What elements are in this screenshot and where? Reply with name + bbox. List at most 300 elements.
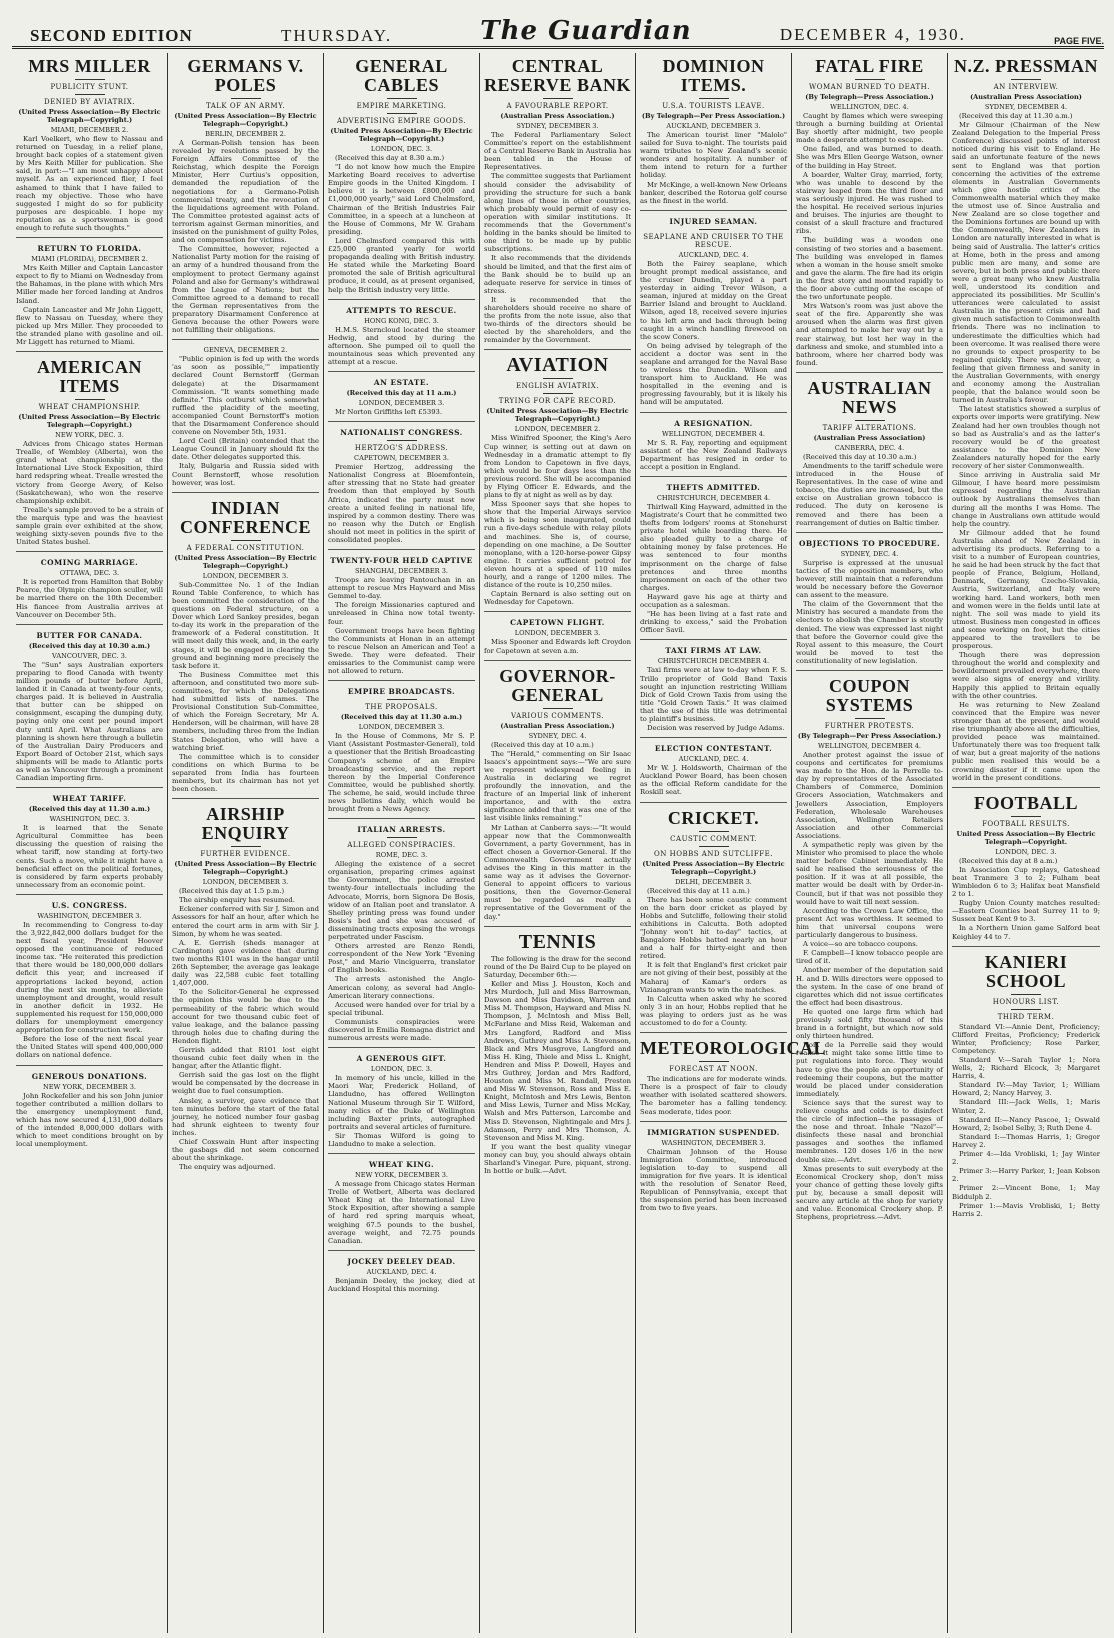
divider xyxy=(543,378,573,379)
paragraph: In recommending to Congress to-day the 3,922,842,000 dollars budget for the next fiscal year, President Hoover opposed the continuance of reduced income tax. "He reiterated this prediction that there would be 180,000,000 dollars deficit this year, and increased if appropriations lacked beyond, action during the next six months, to alleviate unemployment and drought, would result in another deficit in 1932. He supplemented his request for 150,000,000 dollars for unemployment emergency appropriation for construction work. xyxy=(16,920,163,1035)
article-deck: ON HOBBS AND SUTCLIFFE. xyxy=(654,849,773,858)
paragraph: The American tourist liner "Malolo" sailed for Suva to-night. The tourists paid warm tributes to New Zealand's scenic wonders and hospitality. A number of them intend to return for a further holiday. xyxy=(640,131,787,180)
paragraph: Others arrested are Renzo Rendi, correspondent of the New York "Evening Post," and Mario Vinciguerra, translator of English books. xyxy=(328,942,475,975)
article xyxy=(640,809,787,1034)
paragraph: (Received this day at 11.30 a.m.) xyxy=(959,112,1073,120)
press-credit: (By Telegraph—Per Press Association.) xyxy=(797,731,942,740)
article xyxy=(172,499,319,799)
press-credit: (By Telegraph—Per Press Association.) xyxy=(641,112,786,120)
paragraph: A. E. Gerrish (sheds manager at Cardington) gave evidence that during two months R101 was in the hangar until 26th September, the average gas leakage daily was 22,588 cubic feet totalling 1,407,000. xyxy=(172,938,319,988)
article-deck: ENGLISH AVIATRIX. xyxy=(516,382,599,391)
paragraph: Standard V:—Sarah Taylor 1; Nora Wells, 2; Richard Elcock, 3; Margaret Harris, 4. xyxy=(952,1056,1100,1081)
article-body xyxy=(796,559,943,665)
article-body xyxy=(640,439,787,471)
paragraph: The "Sun" says Australian exporters preparing to flood Canada with twenty million pounds of butter before April, landed it in Canada at twenty-four cents, charges paid. It is believed in Australia that butter can be shipped on consignment, escaping the dumping duty, paying only one cent per pound import duty until April. What Australians are planning is shown here through a bulletin of the Australian Dairy Producers and Export Board of October 21st, which says shipments will be made to Atlantic ports as well as Vancouver through a prominent Canadian importing firm. xyxy=(16,660,163,783)
press-credit: (Received this day at 10.30 a.m.) xyxy=(28,641,151,650)
paragraph: To the Solicitor-General he expressed the opinion this would be due to the permeability of the fabric which would account for two thousand cubic feet of value leakage, and the balance passing through holes due to chafing during the Hendon flight. xyxy=(172,988,319,1045)
paragraph: Another protest against the issue of coupons and certificates for premiums was made to the Hon. de la Perrelle to-day by representatives of the Associated Chambers of Commerce, Dominion Grocers Association, Watchmakers and Jewellers Association, Employers Federation, Wholesale Warehouses Association, Wellington Retailers Association and other Commercial Associations. xyxy=(796,750,943,840)
dateline: SYDNEY, DECEMBER 3. xyxy=(516,122,599,130)
paragraph: Before the lose of the next fiscal year the United States will spend 400,000,000 dollars on national defence. xyxy=(16,1035,163,1060)
article-heading: MRS MILLER xyxy=(28,56,151,76)
article-subheading: COMING MARRIAGE. xyxy=(40,558,139,568)
article-subheading: ITALIAN ARRESTS. xyxy=(357,825,446,835)
paragraph: Eckener conferred with Sir J. Simon and Assessors for half an hour, after which he entered the court arm in arm with Sir J. Simon, by whom he was seated. xyxy=(172,905,319,938)
dateline: SHANGHAI, DECEMBER 3. xyxy=(354,567,449,576)
paragraph: Government troops have been fighting the Communists at Honan in an attempt to rescue Nelson an American and Teo! a Swede. They were defeated. Their emissaries to the Communist camp were not allowed to return. xyxy=(328,626,475,676)
article-subheading: THEFTS ADMITTED. xyxy=(666,482,761,492)
paragraph: The claim of the Government that the Ministry has secured a mandate from the electors to abolish the Chamber is stoutly denied. The view was expressed last night that before the Governor could give the Royal assent to this measure, the Court would be moved to test the constitutionality of new legislation. xyxy=(796,600,943,665)
article-body xyxy=(640,503,787,635)
dateline: WASHINGTON, DECEMBER 3. xyxy=(661,1138,766,1147)
article xyxy=(16,558,163,624)
paragraph: "He has been living at a fast rate and drinking to excess," said the Probation Officer Savil. xyxy=(640,610,787,635)
paragraph: F. Campbell—I know tobacco people are tired of it. xyxy=(796,949,943,966)
paragraph: Keller and Miss J. Houston, Koch and Mrs Murdoch, Jull and Miss Barrowman, Dawson and Miss Davidson, Warren and Miss M. Thompson, Hayward and Miss N. Thompson, J. McIntosh and Miss Bell, McFarlane and Miss Reid, Wakeman and Mrs Langford, Radford and Miss Andrews, Guthrey and Miss A. Stevenson, Black and Mrs Musgrove, Langford and Miss H. King, Thiele and Miss L. Knight, Hendren and Miss P. Dowell, Hayes and Mrs Guthrey, Jordan and Mrs Radford, Houston and Miss M. Randall, Preston and Miss W. Stevenson, Ross and Miss E. Knight, McIntosh and Mrs Lewis, Benton and Miss Lewis, Turner and Miss McKay, Walsh and Mrs Patterson, Larcombe and Miss D. Stevenson, Nightingale and Mrs J. Adamson, Perry and Mrs Thomson, A. Stevenson and Miss M. King. xyxy=(484,979,631,1142)
paragraph: Caught by flames which were sweeping through a burning building at Oriental Bay shortly after midnight, two people made a desperate attempt to escape. xyxy=(796,112,943,145)
article xyxy=(328,378,475,422)
article-subheading: IMMIGRATION SUSPENDED. xyxy=(647,1127,780,1137)
paragraph: Science says that the surest way to relieve coughs and colds is to disinfect the circle of infection—the passages of the nose and throat. Inhale "Nazol"—disinfects these nasal and bronchial passages and soothes the inflamed membranes. 120 doses 1/6 in the new double size.—Advt. xyxy=(796,1098,943,1164)
paragraph: Alleging the existence of a secret organisation, preparing crimes against the Government, the police arrested twenty-four intellectuals including the Advocate, Morris, born Signora De Bosis, widow of an Italian poet and translator. A Shelley printing press was found under Bosis's bed and she was accused of disseminating tracts exposing the wrongs perpetrated under Fascism. xyxy=(328,860,475,941)
article-subheading: INJURED SEAMAN. xyxy=(669,216,758,226)
paragraph: A voice—so are tobacco coupons. xyxy=(803,940,918,949)
article-deck: FURTHER EVIDENCE. xyxy=(200,850,291,859)
article-subheading: JOCKEY DEELEY DEAD. xyxy=(347,1256,456,1266)
article-deck: AN INTERVIEW. xyxy=(993,83,1059,91)
article-subheading: TAXI FIRMS AT LAW. xyxy=(665,646,762,656)
dateline: WASHINGTON, DEC. 3. xyxy=(49,815,130,824)
article-subheading: GENEROUS DONATIONS. xyxy=(31,1071,148,1081)
paragraph: Trealle's sample proved to be a strain of the marquis type and was the heaviest sample grain ever exhibited at the show, weighing sixty-seven pounds five to the United States bushel. xyxy=(16,505,163,547)
article-heading: AVIATION xyxy=(506,354,609,377)
paragraph: The building was a wooden one consisting of two stories and a basement. The building was enveloped in flames when a woman in the house smelt smoke and gave the alarm. The fire had its origin in the first story and mounted rapidly to the floor above cutting off the escape of the two unfortunate people. xyxy=(796,236,943,302)
dateline: LONDON, DECEMBER 3. xyxy=(358,399,445,408)
paragraph: John Rockefeller and his son John junior together contributed a million dollars to the emergency unemployment fund, which has now secured 4,131,000 dollars of the intended 8,000,000 dollars with which to meet conditions brought on by local unemployment. xyxy=(16,1091,163,1149)
article xyxy=(952,57,1100,788)
article-subheading: RETURN TO FLORIDA. xyxy=(37,244,142,254)
article-deck: VARIOUS COMMENTS. xyxy=(511,711,604,720)
press-credit: (United Press Association—By Electric Telegraph—Copyright.) xyxy=(174,860,317,877)
paragraph: In memory of his uncle, killed in the Maori War, Frederick Holland, of Llandudno, has offered Wellington National Museum through Sir T. Wilford, many relics of the Duke of Wellington including Baxter prints, autographed portraits and several articles of furniture. xyxy=(328,1074,475,1131)
divider xyxy=(75,79,105,80)
paragraph: Ansley, a survivor, gave evidence that ten minutes before the start of the fatal journey, he noticed number four gasbag had shrunk eighteen to twenty four inches. xyxy=(172,1096,319,1137)
paragraph: The committee suggests that Parliament should consider the advisability of providing the structure for such a bank along lines of those in other countries, which probably would permit of easy co-operation with similar institutions. It recommends that the Government's holding in the banks should be limited to one third to be made up by public subscriptions. xyxy=(484,172,631,254)
article xyxy=(796,57,943,373)
article-body xyxy=(328,463,475,544)
article-body xyxy=(328,1074,475,1148)
article xyxy=(16,358,163,552)
paragraph: Miss Winifred Spooner, the King's Aero Cup winner, is setting out at dawn on Wednesday in a dramatic attempt to fly from London to Capetown in five days, which would be four days less than the previous record. She will be accompanied by Flying Officer E. Edwards, and the plans to fly at night as well as by day. xyxy=(484,434,631,500)
paragraph: "I do not know how much the Empire Marketing Board receives to advertise Empire goods in the United Kingdom. I believe it is between £800,000 and £1,000,000 yearly," said Lord Chelmsford, Chairman of the British Industries Fair Committee, in a speech at a luncheon at the House of Commons, Mr W. Graham presiding. xyxy=(328,163,475,236)
dateline: CAPETOWN, DECEMBER 3. xyxy=(354,454,449,463)
dateline: LONDON, DECEMBER 3. xyxy=(514,629,601,638)
paragraph: Lord Cecil (Britain) contended that the League Council in January should fix the date. Other delegates supported this. xyxy=(172,437,319,462)
divider xyxy=(855,718,885,719)
article-body xyxy=(328,408,475,416)
article-body xyxy=(16,440,163,546)
dateline: SYDNEY, DEC. 4. xyxy=(840,549,899,558)
article-heading: INDIAN CONFERENCE xyxy=(179,497,311,537)
dateline: GENEVA, DECEMBER 2. xyxy=(203,346,288,355)
article-body xyxy=(640,887,787,1028)
article-heading: CRICKET. xyxy=(667,807,760,828)
dateline: LONDON, DECEMBER 2. xyxy=(514,425,601,434)
paragraph: Amendments to the tariff schedule were introduced in the House of Representatives. In the case of wine and tobacco, the duties are increased, but the excise on Australian grown tobacco is reduced. The duty on kerosene is removed and there has been a rearrangement of duties on Baltic timber. xyxy=(796,462,943,527)
article-deck: EMPIRE MARKETING. xyxy=(356,102,447,110)
article-heading: AUSTRALIAN NEWS xyxy=(807,377,932,417)
article-body xyxy=(952,112,1100,782)
article-subheading: U.S. CONGRESS. xyxy=(51,900,128,910)
paragraph: In a Northern Union game Salford beat Keighley 44 to 7. xyxy=(952,924,1100,941)
article xyxy=(16,631,163,788)
article-body xyxy=(172,581,319,793)
article-deck: DENIED BY AVIATRIX. xyxy=(43,98,136,106)
article xyxy=(640,1038,827,1121)
article xyxy=(328,825,475,1048)
article-deck: TARIFF ALTERATIONS. xyxy=(822,423,917,432)
divider xyxy=(387,98,417,99)
paragraph: The foreign Missionaries captured and unreleased in China now total twenty-four. xyxy=(328,601,475,626)
article-heading: DOMINION ITEMS. xyxy=(662,56,765,95)
divider xyxy=(387,440,417,441)
paragraph: Xmas presents to suit everybody at the Economical Crockery shop, don't miss your chance of getting these lovely gifts put by, because a small deposit will secure any article at the shop for variety and value. Economical Crockery shop. P. Stephens, proprietress.—Advt. xyxy=(796,1164,943,1222)
article xyxy=(952,794,1100,947)
paragraph: (Received this day at 8.30 a.m.) xyxy=(335,154,445,162)
paragraph: A message from Chicago states Herman Trelle of Wetbert, Alberta was declared Wheat King at the International Live Stock Exposition, after showing a sample of hard red spring marquis wheat, weighing 67.5 pounds to the bushel, average weight, and 72.75 pounds Canadian. xyxy=(328,1180,475,1245)
article-body xyxy=(484,131,631,344)
article-heading: GENERAL CABLES xyxy=(355,56,448,95)
article xyxy=(796,677,943,1226)
article-subheading: A RESIGNATION. xyxy=(674,418,753,428)
article-heading: FOOTBALL xyxy=(973,792,1079,813)
paragraph: A German-Polish tension has been revealed by resolutions passed by the Foreign Affairs Committee of the Reichstag, which despite the Foreign Minister, Herr Curtius's opposition, demanded the repudiation of the negotiations for a Germano-Polish commercial treaty, and the revocation of the liquidations agreement with Poland. The Committee protested against acts of terrorism against German minorities, and insisted on the punishment of guilty Poles, and on compensation for victims. xyxy=(172,139,319,245)
paragraph: A sympathetic reply was given by the Minister who promised to place the whole matter before Cabinet immediately. He said he realised the seriousness of the position. If it was at all possible, the matter would be dealt with by Order-in-Council, but if that was not possible they would have to wait till next session. xyxy=(796,841,943,906)
article xyxy=(172,346,319,493)
article-subheading: WHEAT KING. xyxy=(368,1160,435,1170)
newspaper-title: The Guardian xyxy=(480,16,692,46)
article-body xyxy=(484,955,631,1176)
dateline: AUCKLAND, DEC. 4. xyxy=(366,1267,437,1276)
paragraph: Standard III:—Jack Wells, 1; Maris Winter, 2. xyxy=(952,1098,1100,1115)
article-body xyxy=(952,857,1100,941)
divider xyxy=(855,420,885,421)
article-subheading: AN ESTATE. xyxy=(373,378,430,388)
dateline: MIAMI (FLORIDA), DECEMBER 2. xyxy=(31,255,148,264)
paragraph: The "Herald," commenting on Sir Isaac Isaacs's appointment says:—"We are sure we represent widespread feeling in Australia in declaring we regret profoundly the innovation, and the fracture of an Imperial link of inherent importance, and with the extra significance added that it was one of the last visible links remaining." xyxy=(484,749,631,823)
article-body xyxy=(952,1023,1100,1218)
article-heading: GERMANS V. POLES xyxy=(187,56,304,95)
press-credit: (United Press Association—By Electric Telegraph—Copyright.) xyxy=(642,859,785,876)
article-body xyxy=(172,355,319,487)
dateline: DELHI, DECEMBER 3. xyxy=(675,877,752,886)
paragraph: Gerrish added that R101 lost eight thousand cubic feet daily when in the hangar, after the Atlantic flight. xyxy=(172,1045,319,1071)
press-credit: (United Press Association—By Electric Telegraph—Copyright.) xyxy=(18,108,161,124)
article-body xyxy=(328,860,475,1042)
article-body xyxy=(328,154,475,294)
divider xyxy=(1011,1009,1041,1010)
divider xyxy=(543,98,573,99)
paragraph: (Received this day at 8 a.m.) xyxy=(959,856,1058,865)
dateline: BERLIN, DECEMBER 2. xyxy=(205,130,286,138)
paragraph: He was returning to New Zealand convinced that the Empire was never stronger than at the present, and would rise triumphantly above all the difficulties, provided peace was maintained. Unfortunately there was too frequent talk of war, but a great majority of the nations public men realised this would be a crowning disaster if it came upon the world in the present conditions. xyxy=(952,700,1100,782)
paragraph: The Business Committee met this afternoon, and constituted two more sub-committees, for which the Delegations had submitted lists of names. The Provisional Constitution Sub-Committee, of which the Foreign Secretary, Mr A. Henderson, will be chairman, will have 28 members, including three from the Indian States Delegation, who will have a watching brief. xyxy=(172,670,319,752)
page-number: PAGE FIVE. xyxy=(1054,36,1104,46)
paragraph: (Received this day at 10 a.m.) xyxy=(491,740,594,749)
article-deck: HERTZOG'S ADDRESS. xyxy=(354,444,449,453)
paragraph: Hayward gave his age at thirty and occupation as a salesman. xyxy=(640,592,787,610)
paragraph: One failed, and was burned to death. She was Mrs Ellen George Watson, owner of the building in Hay Street. xyxy=(796,145,943,170)
paragraph: Gerrish said the gas lost on the flight would be compensated by the decrease in weight due to fuel consumption. xyxy=(172,1071,319,1096)
divider xyxy=(231,98,261,99)
dateline: CHRISTCHURCH DECEMBER 4. xyxy=(657,657,770,666)
article-deck: FORECAST AT NOON. xyxy=(669,1065,758,1074)
press-credit: (United Press Association—By Electric Telegraph—Copyright.) xyxy=(486,407,629,424)
paragraph: Primer 3:—Harry Parker, 1; Jean Kobson 2. xyxy=(952,1167,1100,1184)
paragraph: Captain Lancaster and Mr John Liggett, flew to Nassau on Tuesday, where they picked up Mrs Miller. They proceeded to the stranded plane with gasoline and oil. Mr Liggett has returned to Miami. xyxy=(16,305,163,346)
article xyxy=(16,244,163,352)
paragraph: Both the Fairey seaplane, which brought prompt medical assistance, and the cruiser Dunedin, played a part yesterday in aiding Trevor Wilson, a seaman, injured at midday on the Great Barrier Island and brought to Auckland. Wilson, aged 18, received severe injuries to his left arm and back through being caught in a winch handling firewood on the scow Coners. xyxy=(640,259,787,341)
article-heading: METEOROLOGICAL xyxy=(640,1038,827,1059)
paragraph: Primer 4:—Ida Vrobliski, 1; Jay Winter 2. xyxy=(952,1150,1100,1167)
divider xyxy=(1011,816,1041,817)
article-body xyxy=(484,638,631,654)
dateline: LONDON, DECEMBER 3. xyxy=(358,723,445,732)
paragraph: Standard II:—Nancy Pascoe, 1; Oswald Howard, 2; Isobel Selby, 3; Ruth Dene 4. xyxy=(952,1115,1100,1132)
article-body xyxy=(640,260,787,407)
paragraph: Taxi firms were at law to-day when F. S. Trillo proprietor of Gold Band Taxis sought an injunction restricting William Dick of Gold Crown Taxis from using the title "Gold Crown Taxis." It was claimed that the use of this title was detrimental to plaintiff's business. xyxy=(640,666,787,723)
dateline: SYDNEY, DECEMBER 4. xyxy=(984,103,1068,111)
paragraph: The airship enquiry has resumed. xyxy=(179,896,295,905)
article xyxy=(328,57,475,300)
dateline: NEW YORK, DECEMBER 3. xyxy=(354,1171,449,1180)
article xyxy=(640,217,787,413)
columns-container xyxy=(12,53,1104,1633)
paragraph: Hon. de la Perrelle said they would realise it might take some little time to put regulations into force. They would have to give the people an opportunity of redeeming their coupons, but the matter would be placed under consideration immediately. xyxy=(796,1041,943,1098)
dateline: WELLINGTON, DECEMBER 4. xyxy=(661,429,766,438)
column-6 xyxy=(792,53,948,1633)
dateline: LONDON, DECEMBER 3. xyxy=(202,571,289,580)
paragraph: It is felt that England's first cricket pair are not giving of their best, possibly at the Maharaj of Kamar's orders as Vizianagram wants to win the matches. xyxy=(640,961,787,994)
article-deck: HONOURS LIST. xyxy=(992,997,1060,1006)
dateline: AUCKLAND, DEC. 4. xyxy=(678,250,749,259)
divider xyxy=(543,393,573,394)
divider xyxy=(699,846,729,847)
paragraph: The Federal Parliamentary Select Committee's report on the establishment of a Central Reserve Bank in Australia has been tabled in the House of Representatives. xyxy=(484,131,631,172)
article-body xyxy=(16,1092,163,1149)
article-subheading: NATIONALIST CONGRESS. xyxy=(340,428,463,438)
paragraph: Benjamin Deeley, the jockey, died at Auckland Hospital this morning. xyxy=(328,1276,475,1293)
edition-label: SECOND EDITION xyxy=(30,26,193,45)
press-credit: (Received this day at 11 a.m.) xyxy=(346,389,457,398)
paragraph: Standard I:—Thomas Harris, 1; Gregor Harvey 2. xyxy=(952,1132,1100,1149)
article-body xyxy=(328,326,475,366)
article-body xyxy=(328,576,475,675)
paragraph: He quoted one large firm which had previously sold fifty thousand of this brand in a fortnight, but which now sold only thirteen hundred. xyxy=(796,1007,943,1041)
article-deck: THE PROPOSALS. xyxy=(365,703,438,712)
paragraph: Primer 1:—Mavis Vrobliski, 1; Betty Harris 2. xyxy=(952,1201,1100,1218)
press-credit: (United Press Association—By Electric Telegraph—Copyright.) xyxy=(330,127,473,143)
article-deck: A FEDERAL CONSTITUTION. xyxy=(186,543,305,552)
article-body xyxy=(640,764,787,796)
article xyxy=(952,953,1100,1223)
article xyxy=(640,419,787,477)
press-credit: (Received this day at 11.30 a.m.) xyxy=(28,805,151,814)
article-body xyxy=(640,1075,787,1115)
dateline: LONDON, DEC. 3. xyxy=(370,145,433,153)
paragraph: Mr Lathan at Canberra says:—"It would appear now that the Commonwealth Government, a party Government, has in effect chosen a Governor-General. If the Commonwealth Government actually advises the King in this matter in the same way as it advises the Governor-General to appoint officers to various positions, then the Governor-General must be regarded as really a representative of the Government of the day." xyxy=(484,823,631,921)
paragraph: Italy, Bulgaria and Russia sided with Count Bernstorff, whose resolution however, was lost. xyxy=(172,462,319,487)
article-subheading: EMPIRE BROADCASTS. xyxy=(347,687,456,697)
press-credit: (Australian Press Association.) xyxy=(500,721,615,730)
paragraph: On being advised by telegraph of the accident a doctor was sent in the seaplane and arranged for the Naval Base to wireless the Dunedin. Wilson and transport him to Auckland. He was hospitalled in the evening and is progressing favourably, but it is likely his hand will be amputated. xyxy=(640,341,787,407)
press-credit: (United Press Association—By Electric Telegraph—Copyright.) xyxy=(174,112,317,128)
dateline: LONDON, DEC. 3. xyxy=(995,847,1057,856)
article-deck: THIRD TERM. xyxy=(997,1012,1055,1021)
article-deck: FURTHER PROTESTS. xyxy=(824,721,915,730)
paragraph: (Received this day at 10.30 a.m.) xyxy=(803,452,917,461)
article xyxy=(16,794,163,895)
column-7 xyxy=(948,53,1104,1633)
article-body xyxy=(484,434,631,606)
article xyxy=(796,539,943,671)
paragraph: It is reported from Hamilton that Bobby Pearce, the Olympic champion sculler, will be married there on the 10th December. His fiancee from Australia arrives at Vancouver on December 5th. xyxy=(16,578,163,619)
paragraph: Thirlwall King Hayward, admitted in the Magistrate's Court that he committed two thefts from lodgers' rooms at Stonehurst private hotel while boarding there. He also pleaded guilty to a charge of obtaining money by false pretences. He was sentenced to four months imprisonment on the charge of false pretences and three months imprisonment on each of the other two charges. xyxy=(640,502,787,592)
article-deck: CAUSTIC COMMENT. xyxy=(670,834,757,843)
paragraph: Standard IV:—May Tavior, 1; William Howard, 2; Nancy Harvey, 3. xyxy=(952,1081,1100,1098)
paragraph: Surprise is expressed at the unusual tactics of the opposition members, who however, still maintain that a referendum would be necessary before the Governor can assent to the measure. xyxy=(796,558,943,600)
article-body xyxy=(16,661,163,782)
article-deck: WOMAN BURNED TO DEATH. xyxy=(809,83,930,91)
divider xyxy=(231,540,261,541)
divider xyxy=(387,837,417,838)
divider xyxy=(387,113,417,114)
dateline: AUCKLAND, DEC. 4. xyxy=(678,755,749,764)
column-1 xyxy=(12,53,168,1633)
divider xyxy=(699,831,729,832)
article-deck: U.S.A. TOURISTS LEAVE. xyxy=(662,102,765,110)
divider xyxy=(699,98,729,99)
press-credit: United Press Association—By Electric Telegraph—Copyright. xyxy=(956,829,1096,846)
paragraph: Communists conspiracies were discovered in Emilia Romagna district and numerous arrests were made. xyxy=(328,1017,475,1043)
paragraph: Miss Spooner says that she hopes to show that the Imperial Airways service which is being soon inaugurated, could run a five-days schedule with relay pilots and machines. She is, of course, depending on one machine, a De Soutter monoplane, with a 120-horse-power Gipsy engine. It carries sufficient petrol for eleven hours at a speed of 110 miles hourly, and a range of 1200 miles. The distance of the route is 10,250 miles. xyxy=(484,500,631,590)
paragraph: If you want the best quality vinegar money can buy, you should always obtain Sharland's Vinegar. Pure, piquant, strong. In bottle or bulk.—Advt. xyxy=(484,1142,631,1176)
paragraph: Mr Gilmour added that he found Australia ahead of New Zealand in advertising its products. Referring to a visit to a number of European countries, he said he had been struck by the fact that people of France, Belgium, Holland, Denmark, Germany, Czecho-Slovakia, Austria, Switzerland, and Italy were working hard. Land workers, both men and women were in the fields until late at night. The soil was made to yield its utmost. Business men congested in offices and some working on foot, but the cities appeared to the travellers to be prosperous. xyxy=(952,528,1100,651)
divider xyxy=(699,1061,729,1062)
paragraph: The following is the draw for the second round of the De Baird Cup to be played on Saturday, December 6th:— xyxy=(484,954,631,979)
paragraph: "Public opinion is fed up with the words 'as soon as possible,'" impatiently declared Count Bernstorff (German delegate) at the Disarmament Commission. "It wants something made definite." This outburst which somewhat ruffled the placidity of the meeting, accompanied Count Bernstorff's motion that the Disarmament Conference should convene on November 5th, 1931. xyxy=(172,355,319,437)
article-subheading: WHEAT TARIFF. xyxy=(52,794,127,804)
article xyxy=(484,57,631,350)
paragraph: The Committee, however, rejected a Nationalist Party motion for the raising of an army of a hundred thousand from the employment to protect Germany against Poland and also for Germany's withdrawal from the League of Nations; but the Committee agreed to a demand to recall the German representatives from the preparatory Disarmament Conference at Geneva because the other Powers were not fulfilling their obligations. xyxy=(172,245,319,335)
article-deck: WHEAT CHAMPIONSHIP. xyxy=(38,403,141,412)
article-heading: COUPON SYSTEMS xyxy=(825,675,914,715)
press-credit: (Australian Press Association.) xyxy=(500,112,615,120)
divider xyxy=(387,699,417,700)
paragraph: Captain Bernard is also setting out on Wednesday for Capetown. xyxy=(484,590,631,607)
article xyxy=(328,428,475,550)
article-subheading: ATTEMPTS TO RESCUE. xyxy=(346,305,457,315)
paragraph: The latest statistics showed a surplus of exports over imports were gratifying. New Zealand had her own troubles though not so bad as Australia's and as the latter's recovery would be of the greatest assistance to the Dominion New Zealanders naturally hoped for the early recovery of her sister Commonwealth. xyxy=(952,405,1100,471)
article xyxy=(16,57,163,238)
issue-day: THURSDAY. xyxy=(281,26,393,45)
paragraph: In Association Cup replays, Gateshead beat Tranmere 3 to 2; Fulham beat Wimbledon 6 to 3; Halifax beat Mansfield 2 to 1. xyxy=(952,865,1100,899)
article xyxy=(640,57,787,211)
paragraph: Karl Voelkert, who flew to Nassau and returned on Tuesday, in a relief plane, brought back copies of a statement given by Mrs Keith Miller for publication. She said, in part:—"I am most unhappy about myself. As an experienced flier, I feel ashamed to think that I have failed to reach my objective. Those who have suggested I might do so for publicity purposes are despicable. I hope my reputation as a sportswoman is good enough to refute such thoughts." xyxy=(16,135,163,233)
article-deck: TRYING FOR CAPE RECORD. xyxy=(498,397,617,406)
article-heading: CENTRAL RESERVE BANK xyxy=(484,56,631,95)
article-body xyxy=(328,1180,475,1245)
article-deck: PUBLICITY STUNT. xyxy=(50,83,129,91)
article-body xyxy=(328,1277,475,1293)
article xyxy=(16,901,163,1066)
article-body xyxy=(16,921,163,1060)
article-heading: AMERICAN ITEMS xyxy=(37,357,142,397)
paragraph: A boarder, Walter Gray, married, forty, who was unable to descend by the stairway leaped from the third floor and was seriously injured. He was rushed to the hospital. He received serious injuries and bruises. The injuries are thought to consist of a skull fracture and fractured ribs. xyxy=(796,170,943,236)
article xyxy=(796,379,943,533)
press-credit: (By Telegraph—Press Association.) xyxy=(805,93,934,101)
paragraph: The arrests astonished the Anglo-American colony, as several had Anglo-American literary connections. xyxy=(328,975,475,1000)
dateline: ROME, DEC. 3. xyxy=(375,851,428,860)
masthead xyxy=(12,8,1104,49)
article-heading: AIRSHIP ENQUIRY xyxy=(201,804,290,844)
article xyxy=(172,57,319,340)
dateline: NEW YORK, DECEMBER 3. xyxy=(42,1082,137,1091)
dateline: AUCKLAND, DECEMBER 3. xyxy=(666,122,761,130)
divider xyxy=(1011,79,1041,80)
paragraph: Miss Spooner and Edwards left Croydon for Capetown at seven a.m. xyxy=(484,638,631,655)
article xyxy=(484,356,631,612)
paragraph: (Received this day at 1.5 p.m.) xyxy=(179,887,285,896)
article xyxy=(484,618,631,660)
paragraph: Since arriving in Australia said Mr Gilmour, I have heard more pessimism expressed regarding the Australian outlook by Australians themselves than during all the months I was Home. The change in Australians own attitude would help the country. xyxy=(952,471,1100,528)
paragraph: Mr McKinge, a well-known New Orleans banker, described the Rotorua golf course as the finest in the world. xyxy=(640,180,787,205)
article-heading: KANIERI SCHOOL xyxy=(984,951,1068,991)
paragraph: It is recommended that the shareholders should receive no share of the profits from the note issue, also that two-thirds of the directors should be elected by the shareholders, and the remainder by the Government. xyxy=(484,295,631,345)
article xyxy=(328,1257,475,1298)
article xyxy=(484,930,631,1181)
article xyxy=(172,805,319,1176)
article-body xyxy=(16,264,163,346)
article-body xyxy=(640,131,787,205)
article-body xyxy=(484,741,631,921)
article-subheading: ELECTION CONTESTANT. xyxy=(654,744,773,754)
article-body xyxy=(172,139,319,334)
press-credit: (Received this day at 11.30 a.m.) xyxy=(340,713,463,722)
paragraph: Mr Gilmour (Chairman of the New Zealand Delegation to the Imperial Press Conference) discussed points of interest noticed during his visit to England. He said an unfortunate feature of the news sent to England was that portion concerning the activities of the extreme elements in Australian Governments which give hostile critics of the Commonwealth material which they make the utmost use of. Since Australia and New Zealand are so close together and the Dominions fortunes are bound up with the Commonwealth, New Zealanders in London are naturally interested in what is being said of Australia. The latter's critics at Home, both in the press and among public men are many, and some are severe, but in both press and public there were a great many who knew Australia well, understood its condition and appreciated its possibilities. Mr Scullin's utterances were calculated to assist Australia in the present crisis and had given much satisfaction to Commonwealth friends. There was no inclination to underestimate the difficulties which had been overcome. It was realised there were no grounds to expect prosperity to be regained quickly. There was, however, a feeling that given firmness and sanity in the Australian Governments, with energy and economy among the Australian people, that the balance would soon be turned in Australia's favour. xyxy=(952,121,1100,405)
paragraph: Decision was reserved by Judge Adams. xyxy=(647,724,785,733)
article xyxy=(16,1072,163,1154)
press-credit: (Australian Press Association) xyxy=(970,93,1082,101)
divider xyxy=(855,79,885,80)
article-body xyxy=(16,578,163,618)
paragraph: Lord Chelmsford compared this with £25,000 granted yearly for world propaganda dealing with British industry. He stated while the Marketing Board promoted the sale of British agricultural produce, it could, as at present organised, help the British industry very little. xyxy=(328,236,475,294)
article xyxy=(328,306,475,372)
dateline: WELLINGTON, DEC. 4. xyxy=(830,103,909,111)
paragraph: There has been some caustic comment on the barn door cricket as played by Hobbs and Sutcliffe, following their stolid exhibitions in Calcutta. Both adopted "Johnny won't hit to-day" tactics, at Bangalore Hobbs batted nearly an hour and a half for thirty-eight and then retired. xyxy=(640,895,787,961)
article xyxy=(328,687,475,819)
article-body xyxy=(640,1148,787,1213)
dateline: LONDON, DECEMBER 3. xyxy=(202,878,289,887)
article-deck: FOOTBALL RESULTS. xyxy=(982,819,1070,828)
paragraph: In the House of Commons, Mr S. P. Viant (Assistant Postmaster-General), told a questioner that the British Broadcasting Company's scheme of an Empire broadcasting service, and the report thereon by the Imperial Conference Committee, would be published shortly. The scheme, he said, would include three news bulletins daily, which would be brought from a News Agency. xyxy=(328,732,475,814)
article-deck: TALK OF AN ARMY. xyxy=(205,102,286,110)
article-subheading: CAPETOWN FLIGHT. xyxy=(510,618,605,628)
paragraph: H.M.S. Sterncloud located the steamer Hedwig, and stood by during the afternoon. She pumped oil to quell the mountainous seas which prevented any attempt at a rescue. xyxy=(328,325,475,366)
paragraph: Mrs Watson's room was just above the seat of the fire. Apparently she was aroused when the alarm was first given and attempted to make her way out by a rear stairway, but lost her way in the darkness and smoke, and stumbled into a bathroom, where her charred body was found. xyxy=(796,302,943,367)
article-body xyxy=(796,112,943,367)
divider xyxy=(75,399,105,400)
article-deck: SEAPLANE AND CRUISER TO THE RESCUE. xyxy=(643,232,784,249)
